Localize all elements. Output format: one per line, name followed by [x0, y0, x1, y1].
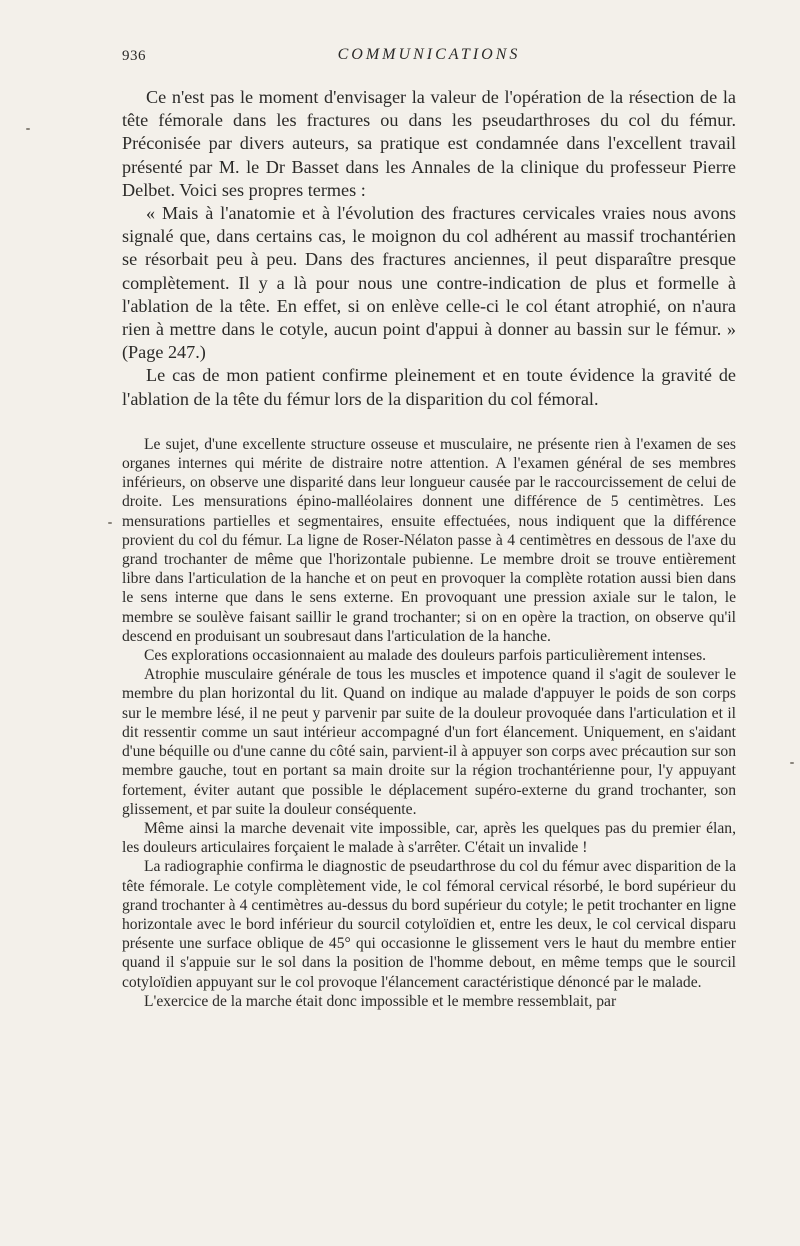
paragraph-quotation: « Mais à l'anatomie et à l'évolution des fractures cervicales vraies nous avons signalé que, dans certains cas, le moignon du col adhérent au massif trochantérien se résorbait peu à peu. Dans des fractures anciennes, il peut disparaître presque complètement. Il y a là pour nous une contre-indication de plus et formelle à l'ablation de la tête. En effet, si on enlève celle-ci le col étant atrophié, on n'aura rien à mettre dans le cotyle, aucun point d'appui à donner au bassin sur le fémur. » (Page 247.) [122, 203, 736, 363]
page-number: 936 [122, 48, 146, 64]
paragraph-radiography: La radiographie confirma le diagnostic de pseudarthrose du col du fémur avec disparition de la tête fémorale. Le cotyle complètement vide, le col fémoral cervical résorbé, le bord supérieur du grand trochanter à 4 centimètres au-dessus du bord supérieur du cotyle; le petit trochanter en ligne horizontale avec le bord inférieur du sourcil cotyloïdien et, entre les deux, le col cervical disparu présente une surface oblique de 45° qui occasionne le glissement vers le haut du membre entier quand il s'appuie sur le sol dans la position de l'homme debout, en même temps que le sourcil cotyloïdien appuyant sur le col provoque l'élancement caractéristique dénoncé par le malade. [122, 858, 736, 991]
main-text-section [122, 86, 736, 411]
scan-mark [26, 128, 30, 130]
paragraph-intro: Ce n'est pas le moment d'envisager la valeur de l'opération de la résection de la tête fémorale dans les fractures ou dans les pseudarthroses du col du fémur. Préconisée par divers auteurs, sa pratique est condamnée dans l'excellent travail présenté par M. le Dr Basset dans les Annales de la clinique du professeur Pierre Delbet. Voici ses propres termes : [122, 87, 736, 200]
paragraph-examination: Le sujet, d'une excellente structure osseuse et musculaire, ne présente rien à l'examen de ses organes internes qui mérite de distraire notre attention. A l'examen général de ses membres inférieurs, on observe une disparité dans leur longueur causée par le raccourcissement de celui de droite. Les mensurations épino-malléolaires donnent une différence de 5 centimètres. Les mensurations partielles et segmentaires, ensuite effectuées, nous indiquent que la différence provient du col du fémur. La ligne de Roser-Nélaton passe à 4 centimètres en dessous de l'axe du grand trochanter de même que l'horizontale pubienne. Le membre droit se trouve entièrement libre dans l'articulation de la hanche et on peut en provoquer la complète rotation aussi bien dans le sens interne que dans le sens externe. En provoquant une pression axiale sur le talon, le membre se soulève faisant saillir le grand trochanter; si on en opère la traction, on observe qu'il descend en produisant un soubresaut dans l'articulation de la hanche. [122, 435, 736, 645]
paragraph-pain: Ces explorations occasionnaient au malade des douleurs parfois particulièrement intenses. [144, 647, 707, 665]
scan-mark [790, 762, 794, 764]
paragraph-walking: Même ainsi la marche devenait vite impossible, car, après les quelques pas du premier élan, les douleurs articulaires forçaient le malade à s'arrêter. C'était un invalide ! [122, 819, 736, 857]
case-report-section [122, 435, 736, 1011]
running-head [122, 40, 736, 66]
running-title: COMMUNICATIONS [337, 46, 521, 63]
paragraph-atrophy: Atrophie musculaire générale de tous les muscles et impotence quand il s'agit de soulever le membre du plan horizontal du lit. Quand on indique au malade d'appuyer le poids de son corps sur le membre lésé, il ne peut y parvenir par suite de la douleur provoquée dans l'articulation et il dit ressentir comme un saut intérieur accompagné d'un fort élancement. Uniquement, en s'aidant d'une béquille ou d'une canne du côté sain, parvient-il à appuyer son corps avec précaution sur son membre gauche, tout en portant sa main droite sur la région trochantérienne pour, l'y appuyant fortement, éviter autant que possible le déplacement supéro-externe du grand trochanter, son glissement, et par suite la douleur conséquente. [122, 666, 737, 818]
paragraph-conclusion: Le cas de mon patient confirme pleinement et en toute évidence la gravité de l'ablation de la tête du fémur lors de la disparition du col fémoral. [122, 365, 736, 409]
paragraph-exercise: L'exercice de la marche était donc impossible et le membre ressemblait, par [144, 992, 617, 1010]
scan-mark [108, 522, 112, 524]
